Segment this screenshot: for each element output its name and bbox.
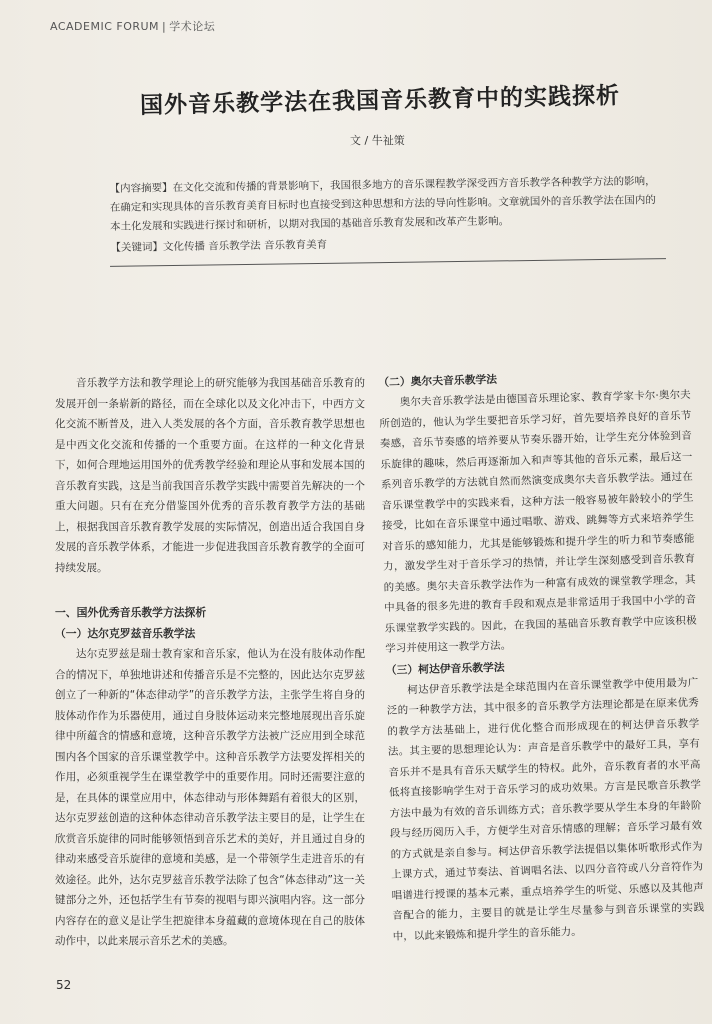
header-section-cn: 学术论坛 xyxy=(169,20,216,33)
subsection-heading-kodaly: （三）柯达伊音乐教学法 xyxy=(385,660,505,677)
kodaly-paragraph: 柯达伊音乐教学法是全球范围内在音乐课堂教学中使用最为广泛的一种教学方法，其中很多的音乐教学方法理论都是在原来优秀的教学方法基础上，进行优化整合而形成现在的柯达伊音乐教学法。其主要的思想理论认为：声音是音乐教学中的最好工具，享有音乐并不是具有音乐天赋学生的特权。此外，音乐教育者的水平高低将直接影响学生对于音乐学习的成功效果。方言是民歌音乐教学方法中最为有效的音乐训练方式；音乐教学要从学生本身的年龄阶段与经历阅历入手，方便学生对音乐情感的理解；音乐学习最有效的方式就是亲自参与。柯达伊音乐教学法提倡以集体听歌形式作为上课方式，通过节奏法、首调唱名法、以四分音符或八分音符作为唱谱进行授课的基本元素，重点培养学生的听觉、乐感以及其他声音配合的能力，主要目的就是让学生尽量参与到音乐课堂的实践中，以此来锻炼和提升学生的音乐能力。 xyxy=(386,676,705,943)
abstract-text: 【内容摘要】在文化交流和传播的背景影响下，我国很多地方的音乐课程教学深受西方音乐教学各种教学方法的影响，在确定和实现具体的音乐教育美育目标时也直接受到这种思想和方法的导向性影响。文章就国外的音乐教学法在国内的本土化发展和实践进行探讨和研析，以期对我国的基础音乐教育发展和改革产生影响。 xyxy=(109,175,656,233)
header-section-en: ACADEMIC FORUM xyxy=(50,20,160,33)
section-heading-1: 一、国外优秀音乐教学方法探析 xyxy=(55,606,207,619)
keywords: 【关键词】文化传播 音乐教学法 音乐教育美育 xyxy=(110,238,328,254)
article-title: 国外音乐教学法在我国音乐教育中的实践探析 xyxy=(139,82,621,120)
dalcroze-paragraph: 达尔克罗兹是瑞士教育家和音乐家，他认为在没有肢体动作配合的情况下，单独地讲述和传播音乐是不完整的，因此达尔克罗兹创立了一种新的“体态律动学”的音乐教学方法，主张学生将自身的肢体动作作为乐器使用，通过自身肢体运动来完整地展现出音乐旋律中所蕴含的情感和意境，这种音乐教学方法被广泛应用到全球范围内各个国家的音乐课堂教学中。这种音乐教学方法要发挥相关的作用，必须重视学生在课堂教学中的重要作用。同时还需要注意的是，在具体的课堂应用中，体态律动与形体舞蹈有着很大的区别，达尔克罗兹创造的这种体态律动音乐教学法主要目的是，让学生在欣赏音乐旋律的同时能够领悟到音乐艺术的美好，并且通过自身的律动来感受音乐旋律的意境和美感，是一个带领学生走进音乐的有效途径。此外，达尔克罗兹音乐教学法除了包含“体态律动”这一关键部分之外，还包括学生有节奏的视唱与即兴演唱内容。这一部分内容存在的意义是让学生把旋律本身蕴藏的意境体现在自己的肢体动作中，以此来展示音乐艺术的美感。 xyxy=(55,648,365,947)
right-column xyxy=(378,364,705,947)
running-header xyxy=(50,18,215,34)
article-author: 文 / 牛祉策 xyxy=(350,134,405,147)
intro-paragraph: 音乐教学方法和教学理论上的研究能够为我国基础音乐教育的发展开创一条崭新的路径，而在全球化以及文化冲击下，中西方文化交流不断普及，进入人类发展的各个方面，音乐教育教学思想也是中西文化交流和传播的一个重要方面。在这样的一种文化背景下，如何合理地运用国外的优秀教学经验和理论从事和发展本国的音乐教育实践，这是当前我国音乐教学实践中需要首先解决的一个重大问题。只有在充分借鉴国外优秀的音乐教育教学方法的基础上，根据我国音乐教育教学发展的实际情况，创造出适合我国自身发展的音乐教学体系，才能进一步促进我国音乐教育教学的全面可持续发展。 xyxy=(55,377,365,574)
abstract-block xyxy=(109,172,666,258)
orff-paragraph: 奥尔夫音乐教学法是由德国音乐理论家、教育学家卡尔·奥尔夫所创造的，他认为学生要把音乐学习好，首先要培养良好的音乐节奏感，音乐节奏感的培养要从节奏乐器开始，让学生充分体验到音乐旋律的趣味，然后再逐渐加入和声等其他的音乐元素，最后这一系列音乐教学的方法就自然而然演变成奥尔夫音乐教学法。通过在音乐课堂教学中的实践来看，这种方法一般容易被年龄较小的学生接受，比如在音乐课堂中通过唱歌、游戏、跳舞等方式来培养学生对音乐的感知能力，尤其是能够锻炼和提升学生的听力和节奏感能力，激发学生对于音乐学习的热情，并让学生深刻感受到音乐教育的美感。奥尔夫音乐教学法作为一种富有成效的课堂教学理念，其中具备的很多先进的教育手段和观点是非常适用于我国中小学的音乐课堂教学实践的。因此，在我国的基础音乐教育教学中应该积极学习并使用这一教学方法。 xyxy=(379,388,697,655)
subsection-heading-orff: （二）奥尔夫音乐教学法 xyxy=(378,372,498,389)
left-column xyxy=(55,373,365,952)
subsection-heading-dalcroze: （一）达尔克罗兹音乐教学法 xyxy=(55,627,196,640)
page-number: 52 xyxy=(56,978,72,992)
abstract-divider xyxy=(110,258,666,267)
header-separator: | xyxy=(162,20,167,33)
